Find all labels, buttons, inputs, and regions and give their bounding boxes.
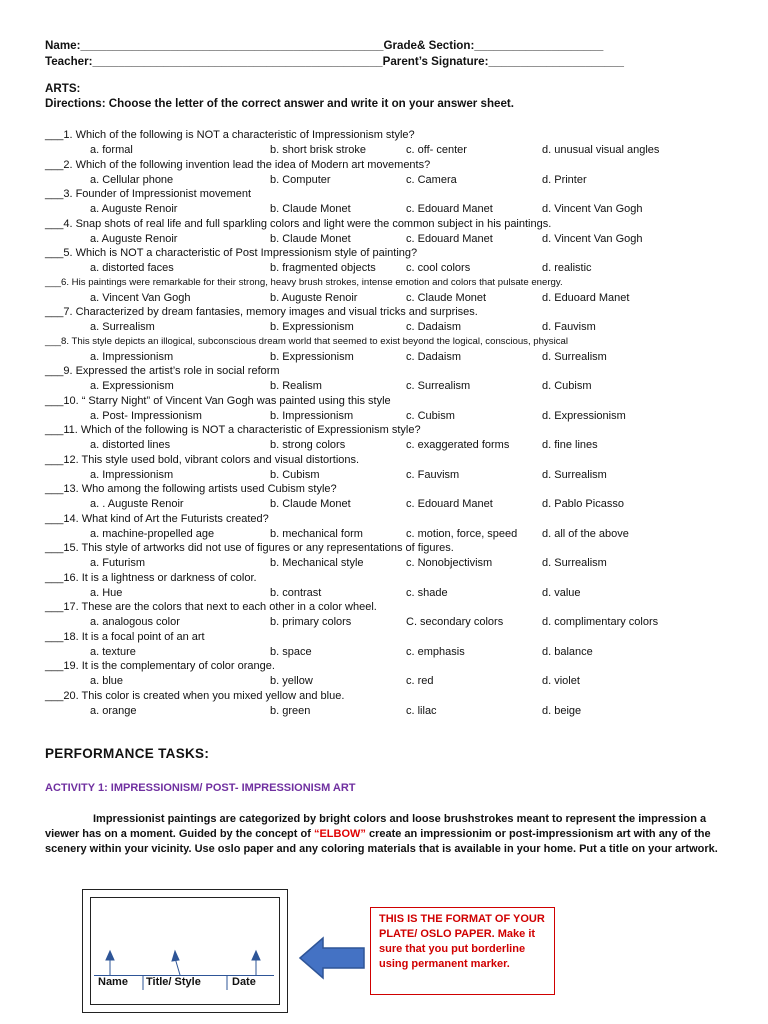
question-10: ___10. “ Starry Night” of Vincent Van Gogh was painted using this style [45, 395, 391, 407]
question-5-option-a: a. distorted faces [90, 262, 174, 274]
question-20: ___20. This color is created when you mixed yellow and blue. [45, 690, 345, 702]
question-15: ___15. This style of artworks did not use of figures or any representations of figures. [45, 542, 454, 554]
plate-name-label: Name [98, 976, 128, 988]
arrow-left-icon [300, 938, 364, 978]
question-2-option-a: a. Cellular phone [90, 174, 174, 186]
plate-date-label: Date [232, 976, 256, 988]
question-17-option-a: a. analogous color [90, 616, 180, 628]
question-12: ___12. This style used bold, vibrant colors and visual distortions. [45, 454, 360, 466]
subject-label: ARTS: [45, 82, 81, 95]
question-4-option-d: d. Vincent Van Gogh [542, 233, 643, 245]
question-16-option-c: c. shade [406, 587, 448, 599]
question-11-option-b: b. strong colors [270, 439, 346, 451]
question-4-option-b: b. Claude Monet [270, 233, 351, 245]
question-12-option-c: c. Fauvism [406, 469, 460, 481]
date-pointer-arrowhead [252, 951, 260, 960]
question-15-option-c: c. Nonobjectivism [406, 557, 493, 569]
question-19-option-d: d. violet [542, 675, 580, 687]
question-18: ___18. It is a focal point of an art [45, 631, 205, 643]
question-15-option-d: d. Surrealism [542, 557, 607, 569]
question-3: ___3. Founder of Impressionist movement [45, 188, 252, 200]
question-7-option-a: a. Surrealism [90, 321, 155, 333]
question-5-option-d: d. realistic [542, 262, 592, 274]
question-3-option-d: d. Vincent Van Gogh [542, 203, 643, 215]
question-2: ___2. Which of the following invention lead the idea of Modern art movements? [45, 159, 431, 171]
question-1: ___1. Which of the following is NOT a characteristic of Impressionism style? [45, 129, 415, 141]
plate-title-label: Title/ Style [146, 976, 201, 988]
activity-title: ACTIVITY 1: IMPRESSIONISM/ POST- IMPRESSIONISM ART [45, 782, 356, 794]
question-10-option-a: a. Post- Impressionism [90, 410, 202, 422]
question-8-option-b: b. Expressionism [270, 351, 354, 363]
plate-format-note: THIS IS THE FORMAT OF YOUR PLATE/ OSLO PAPER. Make it sure that you put borderline using permanent marker. [370, 907, 555, 995]
question-13-option-a: a. . Auguste Renoir [90, 498, 184, 510]
question-4: ___4. Snap shots of real life and full sparkling colors and light were the common subject in his paintings. [45, 218, 552, 230]
question-18-option-c: c. emphasis [406, 646, 465, 658]
question-8-option-c: c. Dadaism [406, 351, 462, 363]
question-6-option-d: d. Eduoard Manet [542, 292, 630, 304]
question-8-option-a: a. Impressionism [90, 351, 174, 363]
question-3-option-c: c. Edouard Manet [406, 203, 493, 215]
question-5-option-b: b. fragmented objects [270, 262, 376, 274]
question-8: ___8. This style depicts an illogical, subconscious dream world that seemed to exist beyond the logical, conscious, physical [45, 336, 568, 347]
question-3-option-b: b. Claude Monet [270, 203, 351, 215]
question-13: ___13. Who among the following artists used Cubism style? [45, 483, 337, 495]
question-9-option-d: d. Cubism [542, 380, 592, 392]
question-18-option-b: b. space [270, 646, 312, 658]
question-7-option-d: d. Fauvism [542, 321, 596, 333]
question-5-option-c: c. cool colors [406, 262, 471, 274]
elbow-highlight: “ELBOW” [313, 828, 366, 840]
question-11-option-a: a. distorted lines [90, 439, 171, 451]
question-12-option-a: a. Impressionism [90, 469, 174, 481]
question-20-option-b: b. green [270, 705, 311, 717]
question-13-option-b: b. Claude Monet [270, 498, 351, 510]
question-1-option-c: c. off- center [406, 144, 467, 156]
question-1-option-a: a. formal [90, 144, 133, 156]
question-14-option-a: a. machine-propelled age [90, 528, 215, 540]
question-4-option-c: c. Edouard Manet [406, 233, 493, 245]
question-11-option-d: d. fine lines [542, 439, 598, 451]
question-6-option-b: b. Auguste Renoir [270, 292, 358, 304]
question-17-option-c: C. secondary colors [406, 616, 504, 628]
question-1-option-d: d. unusual visual angles [542, 144, 660, 156]
question-10-option-c: c. Cubism [406, 410, 455, 422]
question-9: ___9. Expressed the artist’s role in social reform [45, 365, 280, 377]
question-16: ___16. It is a lightness or darkness of color. [45, 572, 257, 584]
question-6: ___6. His paintings were remarkable for their strong, heavy brush strokes, intense emotion and colors that pulsate energy. [45, 277, 563, 288]
question-16-option-a: a. Hue [90, 587, 123, 599]
question-8-option-d: d. Surrealism [542, 351, 607, 363]
title-pointer-arrowhead [172, 951, 179, 961]
name-grade-line: Name:_______________________________________________Grade& Section:____________________ [45, 39, 604, 52]
question-7-option-b: b. Expressionism [270, 321, 354, 333]
question-20-option-a: a. orange [90, 705, 137, 717]
directions: Directions: Choose the letter of the correct answer and write it on your answer sheet. [45, 97, 515, 110]
question-19-option-b: b. yellow [270, 675, 313, 687]
question-13-option-c: c. Edouard Manet [406, 498, 493, 510]
question-7-option-c: c. Dadaism [406, 321, 462, 333]
question-20-option-c: c. lilac [406, 705, 437, 717]
question-19-option-c: c. red [406, 675, 434, 687]
question-3-option-a: a. Auguste Renoir [90, 203, 178, 215]
teacher-signature-line: Teacher:_____________________________________________Parent’s Signature:_____________________ [45, 55, 624, 68]
question-17: ___17. These are the colors that next to each other in a color wheel. [45, 601, 377, 613]
question-17-option-d: d. complimentary colors [542, 616, 659, 628]
question-4-option-a: a. Auguste Renoir [90, 233, 178, 245]
question-18-option-a: a. texture [90, 646, 136, 658]
para-part1: Impressionist paintings are categorized by bright colors and loose brushstrokes meant to represent the impression a viewer has on a moment. Guided by the concept of [45, 813, 707, 840]
question-10-option-b: b. Impressionism [270, 410, 354, 422]
question-15-option-a: a. Futurism [90, 557, 146, 569]
question-2-option-c: c. Camera [406, 174, 457, 186]
question-2-option-d: d. Printer [542, 174, 587, 186]
question-5: ___5. Which is NOT a characteristic of Post Impressionism style of painting? [45, 247, 418, 259]
question-9-option-a: a. Expressionism [90, 380, 174, 392]
performance-heading: PERFORMANCE TASKS: [45, 746, 210, 761]
question-14-option-c: c. motion, force, speed [406, 528, 518, 540]
question-19-option-a: a. blue [90, 675, 124, 687]
question-9-option-c: c. Surrealism [406, 380, 471, 392]
question-12-option-d: d. Surrealism [542, 469, 607, 481]
question-16-option-d: d. value [542, 587, 581, 599]
question-15-option-b: b. Mechanical style [270, 557, 364, 569]
question-11: ___11. Which of the following is NOT a characteristic of Expressionism style? [45, 424, 421, 436]
question-17-option-b: b. primary colors [270, 616, 352, 628]
question-14-option-d: d. all of the above [542, 528, 629, 540]
question-14: ___14. What kind of Art the Futurists created? [45, 513, 269, 525]
name-pointer-arrowhead [106, 951, 114, 960]
para-part2: create an impressionim or post-impressionism art with any of the scenery within your vicinity. Use oslo paper and any coloring materials that is available in your home. Put a title on your artwork. [45, 828, 718, 855]
question-11-option-c: c. exaggerated forms [406, 439, 510, 451]
question-6-option-a: a. Vincent Van Gogh [90, 292, 191, 304]
question-6-option-c: c. Claude Monet [406, 292, 487, 304]
question-20-option-d: d. beige [542, 705, 582, 717]
question-13-option-d: d. Pablo Picasso [542, 498, 624, 510]
question-9-option-b: b. Realism [270, 380, 322, 392]
question-19: ___19. It is the complementary of color orange. [45, 660, 275, 672]
question-2-option-b: b. Computer [270, 174, 331, 186]
question-14-option-b: b. mechanical form [270, 528, 363, 540]
question-10-option-d: d. Expressionism [542, 410, 626, 422]
question-1-option-b: b. short brisk stroke [270, 144, 366, 156]
question-7: ___7. Characterized by dream fantasies, memory images and visual tricks and surprises. [45, 306, 478, 318]
question-18-option-d: d. balance [542, 646, 593, 658]
question-16-option-b: b. contrast [270, 587, 322, 599]
question-12-option-b: b. Cubism [270, 469, 320, 481]
